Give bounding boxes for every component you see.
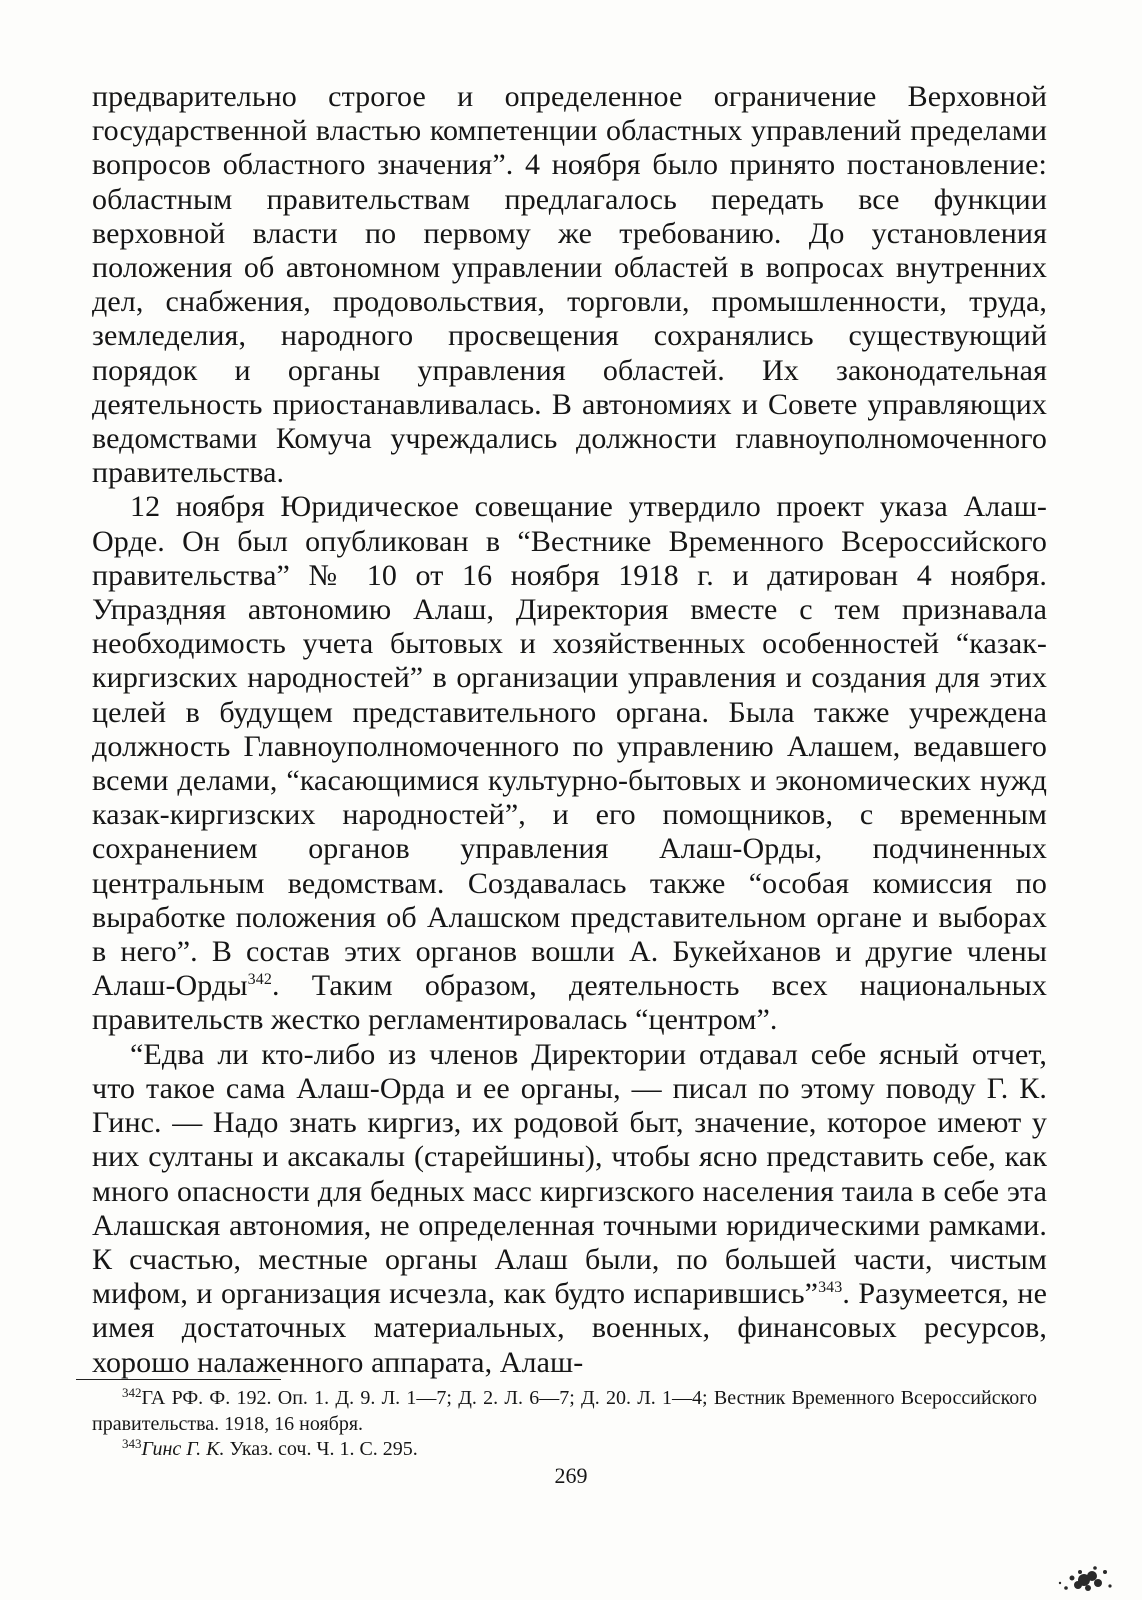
paragraph-3 <box>92 1038 1047 1380</box>
paragraph-2 <box>92 490 1047 1037</box>
main-text <box>92 80 1047 1380</box>
page-number: 269 <box>554 1463 588 1488</box>
footnote-author: Гинс Г. К. <box>141 1438 225 1460</box>
footnote-text: Указ. соч. Ч. 1. С. 295. <box>224 1438 418 1460</box>
footnote-ref-342[interactable]: 342 <box>247 971 272 989</box>
footnote-number: 342 <box>122 1385 142 1400</box>
paragraph-3-text-a: “Едва ли кто-либо из членов Директории отдавал себе ясный отчет, что такое сама Алаш-Орда и ее органы, — писал по этому поводу Г. К. Гинс. — Надо знать киргиз, их родовой быт, значение, которое имеют у них султаны и аксакалы (старейшины), чтобы ясно представить себе, как много опасности для бедных масс киргизского населения таила в себе эта Алашская автономия, не определенная точными юридическими рамками. К счастью, местные органы Алаш были, по большей части, чистым мифом, и организация исчезла, как будто испарившись” <box>92 1037 1047 1311</box>
footnote-divider <box>76 1379 281 1380</box>
paragraph-2-text-b: . Таким образом, деятельность всех национальных правительств жестко регламентировалась “центром”. <box>92 969 1047 1037</box>
footnote-342 <box>92 1386 1037 1437</box>
scan-smudge <box>1050 1550 1120 1595</box>
paragraph-1: предварительно строгое и определенное ограничение Верховной государственной властью компетенции областных управлений пределами вопросов областного значения”. 4 ноября было принято постановление: областным правительствам предлагалось передать все функции верховной власти по первому же требованию. До установления положения об автономном управлении областей в вопросах внутренних дел, снабжения, продовольствия, торговли, промышленности, труда, земледелия, народного просвещения сохранялись существующий порядок и органы управления областей. Их законодательная деятельность приостанавливалась. В автономиях и Совете управляющих ведомствами Комуча учреждались должности главноуполномоченного правительства. <box>92 80 1047 490</box>
paragraph-2-text-a: 12 ноября Юридическое совещание утвердило проект указа Алаш-Орде. Он был опубликован в “Вестнике Временного Всероссийского правительства” № 10 от 16 ноября 1918 г. и датирован 4 ноября. Упраздняя автономию Алаш, Директория вместе с тем признавала необходимость учета бытовых и хозяйственных особенностей “казак-киргизских народностей” в организации управления и создания для этих целей в будущем представительного органа. Была также учреждена должность Главноуполномоченного по управлению Алашем, ведавшего всеми делами, “касающимися культурно-бытовых и экономических нужд казак-киргизских народностей”, и его помощников, с временным сохранением органов управления Алаш-Орды, подчиненных центральным ведомствам. Создавалась также “особая комиссия по выработке положения об Алашском представительном органе и выборах в него”. В состав этих органов вошли А. Букейханов и другие члены Алаш-Орды <box>92 490 1047 1003</box>
footnote-343 <box>92 1437 1037 1463</box>
paragraph-3-text-b: . Разумеется, не имея достаточных материальных, военных, финансовых ресурсов, хорошо налаженного аппарата, Алаш- <box>92 1277 1047 1379</box>
footnote-number: 343 <box>122 1436 142 1451</box>
footnotes <box>92 1386 1037 1463</box>
footnote-text: ГА РФ. Ф. 192. Оп. 1. Д. 9. Л. 1—7; Д. 2. Л. 6—7; Д. 20. Л. 1—4; Вестник Временного Всероссийского правительства. 1918, 16 ноября. <box>92 1387 1037 1435</box>
footnote-ref-343[interactable]: 343 <box>818 1279 843 1297</box>
